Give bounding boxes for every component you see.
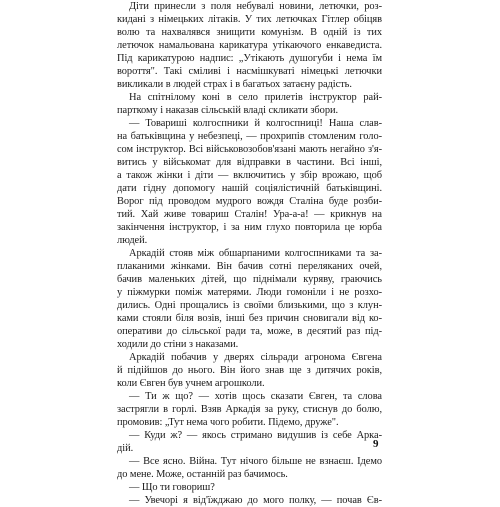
text-line: — Що ти говориш?: [129, 482, 215, 493]
text-line: Аркадій стояв між обшарпаними колгоспниками та за-: [129, 248, 382, 259]
text-line: На спітнілому коні в село прилетів інструктор рай-: [129, 92, 382, 103]
text-line: парткому і наказав сільській владі скликати збори.: [117, 105, 339, 116]
text-line: ками стояли біля возів, інші без причин сновигали від ко-: [117, 313, 382, 324]
text-line: ходили до стіни з наказами.: [117, 339, 239, 350]
text-line: Ворог під проводом мудрого вождя Сталіна буде розби-: [117, 196, 382, 207]
text-line: — Товариші колгоспники й колгоспниці! Наша слав-: [129, 118, 382, 129]
text-line: кидані з німецьких літаків. У тих летючках Гітлер обіцяв: [117, 14, 382, 25]
text-line: — Увечорі я від'їжджаю до мого полку, — почав Єв-: [129, 495, 382, 506]
text-line: промовив: „Тут нема чого робити. Підемо, друже".: [117, 417, 339, 428]
text-line: дились. Одні прощались із своїми близькими, що з клун-: [117, 300, 382, 311]
text-line: закінчення інструктор, і за ним глухо повторила це юрба: [117, 222, 382, 233]
text-line: Діти принесли з поля небувалі новини, летючки, роз-: [129, 1, 382, 12]
text-line: вороття". Такі сміливі і насмішкуваті німецькі летючки: [117, 66, 382, 77]
text-line: Під карикатурою надпис: „Утікають душогуби і нема їм: [117, 53, 382, 64]
text-line: летючок намальована карикатура утікаючого енкаведиста.: [117, 40, 382, 51]
text-line: дій.: [117, 443, 134, 454]
text-line: — Куди ж? — якось стримано видушив із себе Арка-: [129, 430, 382, 441]
text-line: плаканими жінками. Він бачив сотні переляканих очей,: [117, 261, 382, 272]
text-line: й підійшов до нього. Він його знав ще з дитячих років,: [117, 365, 382, 376]
text-line: людей.: [117, 235, 148, 246]
text-line: а також жінки і діти — включитись у збір врожаю, щоб: [117, 170, 382, 181]
text-line: Аркадій побачив у дверях сільради агронома Євгена: [129, 352, 382, 363]
text-line: у піжмурки поміж матерями. Люди гомоніли і не розхо-: [117, 287, 382, 298]
text-line: волю та нахвалявся знищити комунізм. В одній із тих: [117, 27, 382, 38]
text-line: сом інструктор. Всі військовозобов'язані мають негайно з'я-: [117, 144, 382, 155]
text-line: бачив маленьких дітей, що піднімали куряву, граючись: [117, 274, 382, 285]
text-line: — Все ясно. Війна. Тут нічого більше не взнаєш. Ідемо: [129, 456, 382, 467]
text-line: тий. Хай живе товариш Сталін! Ура-а-а! — крикнув на: [117, 209, 382, 220]
text-line: дати гідну допомогу нашій соціялістичній батьківщині.: [117, 183, 382, 194]
text-line: на батьківщина у небезпеці, — прохрипів стомленим голо-: [117, 131, 382, 142]
text-line: — Ти ж що? — хотів щось сказати Євген, та слова: [129, 391, 382, 402]
text-line: оперативи до сільської ради та, може, в десятий раз під-: [117, 326, 382, 337]
page-number: 9: [373, 438, 379, 450]
page-body-text: [117, 0, 382, 507]
text-line: застрягли в горлі. Взяв Аркадія за руку, стиснув до болю,: [117, 404, 382, 415]
text-line: до мене. Може, останній раз бачимось.: [117, 469, 288, 480]
text-line: витись у військомат для відправки в частини. Всі інші,: [117, 157, 382, 168]
text-line: викликали в людей страх і в багатьох затаєну радість.: [117, 79, 352, 90]
text-line: коли Євген був учнем агрошколи.: [117, 378, 265, 389]
